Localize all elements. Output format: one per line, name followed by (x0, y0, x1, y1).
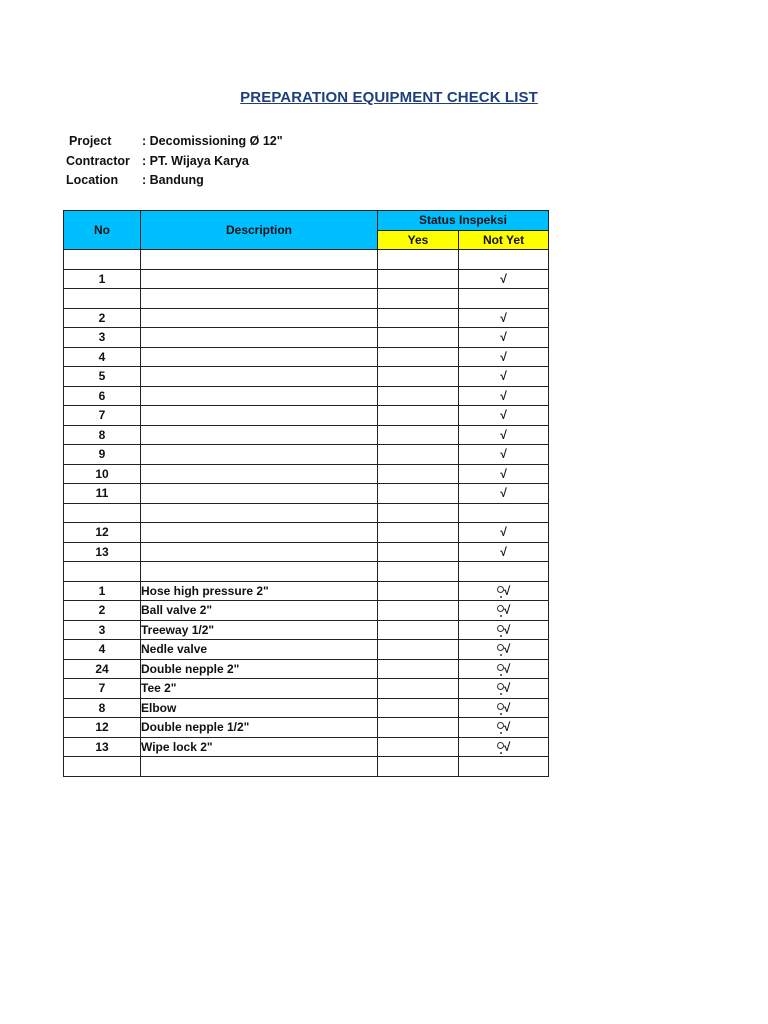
cell-not-yet (459, 406, 549, 426)
check-mark: √ (500, 466, 507, 481)
cell-not-yet (459, 581, 549, 601)
circle-mark-icon (497, 625, 504, 632)
check-mark: √ (503, 583, 511, 598)
cell-no (64, 562, 141, 582)
cell-no: 11 (64, 484, 141, 504)
cell-yes (378, 250, 459, 270)
cell-not-yet (459, 757, 549, 777)
check-mark: √ (503, 603, 511, 618)
cell-no: 12 (64, 718, 141, 738)
cell-not-yet (459, 328, 549, 348)
cell-description: Treeway 1/2" (141, 620, 378, 640)
cell-not-yet (459, 523, 549, 543)
check-mark: √ (500, 310, 507, 325)
table-row (64, 269, 549, 289)
table-row (64, 484, 549, 504)
circle-mark-icon (497, 605, 504, 612)
cell-not-yet (459, 640, 549, 660)
cell-yes (378, 679, 459, 699)
header-not-yet: Not Yet (459, 230, 549, 250)
page-title: PREPARATION EQUIPMENT CHECK LIST (240, 89, 538, 106)
cell-description (141, 367, 378, 387)
cell-yes (378, 503, 459, 523)
cell-yes (378, 562, 459, 582)
check-mark: √ (503, 700, 511, 715)
cell-description: Nedle valve (141, 640, 378, 660)
check-mark: √ (500, 408, 507, 423)
cell-not-yet (459, 445, 549, 465)
cell-description (141, 484, 378, 504)
circle-mark-icon (497, 644, 504, 651)
cell-yes (378, 308, 459, 328)
cell-description (141, 542, 378, 562)
cell-yes (378, 601, 459, 621)
cell-yes (378, 347, 459, 367)
table-row (64, 503, 549, 523)
cell-no: 1 (64, 269, 141, 289)
cell-description (141, 445, 378, 465)
cell-description: Wipe lock 2" (141, 737, 378, 757)
cell-not-yet (459, 601, 549, 621)
header-yes: Yes (378, 230, 459, 250)
cell-description: Ball valve 2" (141, 601, 378, 621)
cell-description (141, 503, 378, 523)
cell-yes (378, 269, 459, 289)
cell-no: 7 (64, 406, 141, 426)
cell-yes (378, 406, 459, 426)
cell-no: 13 (64, 542, 141, 562)
check-mark: √ (500, 427, 507, 442)
check-mark: √ (503, 739, 511, 754)
table-row (64, 250, 549, 270)
cell-yes (378, 328, 459, 348)
cell-yes (378, 581, 459, 601)
header-status-inspeksi: Status Inspeksi (378, 211, 549, 231)
cell-no: 2 (64, 308, 141, 328)
circle-mark-icon (497, 586, 504, 593)
info-value: : Bandung (142, 173, 204, 187)
table-row (64, 659, 549, 679)
cell-no: 8 (64, 698, 141, 718)
info-label: Contractor (66, 153, 130, 168)
circle-mark-icon (497, 664, 504, 671)
cell-no: 9 (64, 445, 141, 465)
cell-no (64, 503, 141, 523)
table-row (64, 581, 549, 601)
cell-yes (378, 445, 459, 465)
cell-description (141, 250, 378, 270)
cell-not-yet (459, 367, 549, 387)
cell-description (141, 289, 378, 309)
cell-yes (378, 542, 459, 562)
cell-description: Double nepple 2" (141, 659, 378, 679)
info-row-location (66, 171, 283, 191)
cell-not-yet (459, 347, 549, 367)
circle-mark-icon (497, 742, 504, 749)
check-mark: √ (500, 486, 507, 501)
check-mark: √ (500, 525, 507, 540)
cell-yes (378, 289, 459, 309)
check-mark: √ (500, 271, 507, 286)
cell-yes (378, 757, 459, 777)
cell-description (141, 269, 378, 289)
cell-yes (378, 698, 459, 718)
cell-no: 3 (64, 328, 141, 348)
table-row (64, 425, 549, 445)
cell-yes (378, 523, 459, 543)
cell-description (141, 386, 378, 406)
cell-yes (378, 367, 459, 387)
check-mark: √ (500, 369, 507, 384)
table-row (64, 698, 549, 718)
cell-yes (378, 718, 459, 738)
cell-not-yet (459, 562, 549, 582)
check-mark: √ (503, 622, 511, 637)
cell-not-yet (459, 503, 549, 523)
table-row (64, 523, 549, 543)
cell-not-yet (459, 289, 549, 309)
check-mark: √ (503, 681, 511, 696)
info-label: Project (69, 134, 112, 148)
table-row (64, 640, 549, 660)
cell-no: 12 (64, 523, 141, 543)
table-row (64, 757, 549, 777)
check-mark: √ (500, 447, 507, 462)
cell-no: 13 (64, 737, 141, 757)
cell-yes (378, 659, 459, 679)
cell-not-yet (459, 269, 549, 289)
cell-description (141, 464, 378, 484)
circle-mark-icon (497, 722, 504, 729)
info-row-contractor (66, 152, 283, 172)
cell-description (141, 406, 378, 426)
cell-yes (378, 737, 459, 757)
circle-mark-icon (497, 683, 504, 690)
cell-no: 24 (64, 659, 141, 679)
cell-description: Elbow (141, 698, 378, 718)
cell-no: 6 (64, 386, 141, 406)
cell-not-yet (459, 386, 549, 406)
cell-not-yet (459, 679, 549, 699)
header-no: No (64, 211, 141, 250)
cell-yes (378, 484, 459, 504)
table-row (64, 328, 549, 348)
cell-not-yet (459, 659, 549, 679)
cell-description (141, 328, 378, 348)
table-row (64, 737, 549, 757)
table-row (64, 464, 549, 484)
info-value: : PT. Wijaya Karya (142, 153, 249, 168)
cell-yes (378, 464, 459, 484)
info-row-project (66, 132, 283, 152)
cell-no: 4 (64, 347, 141, 367)
cell-not-yet (459, 250, 549, 270)
circle-mark-icon (497, 703, 504, 710)
table-row (64, 386, 549, 406)
check-mark: √ (500, 544, 507, 559)
cell-not-yet (459, 542, 549, 562)
check-mark: √ (503, 720, 511, 735)
cell-description: Hose high pressure 2" (141, 581, 378, 601)
cell-not-yet (459, 718, 549, 738)
table-row (64, 542, 549, 562)
cell-not-yet (459, 698, 549, 718)
check-mark: √ (500, 388, 507, 403)
cell-description (141, 757, 378, 777)
cell-yes (378, 620, 459, 640)
table-row (64, 718, 549, 738)
check-mark: √ (503, 661, 511, 676)
table-row (64, 445, 549, 465)
cell-not-yet (459, 737, 549, 757)
cell-not-yet (459, 308, 549, 328)
cell-no: 7 (64, 679, 141, 699)
table-row (64, 620, 549, 640)
table-row (64, 601, 549, 621)
cell-description (141, 347, 378, 367)
info-value: : Decomissioning Ø 12" (142, 134, 283, 148)
cell-no (64, 250, 141, 270)
cell-no: 2 (64, 601, 141, 621)
cell-not-yet (459, 425, 549, 445)
table-row (64, 679, 549, 699)
cell-description: Tee 2" (141, 679, 378, 699)
table-row (64, 406, 549, 426)
cell-not-yet (459, 620, 549, 640)
checklist-table (63, 210, 549, 777)
cell-not-yet (459, 464, 549, 484)
cell-description (141, 562, 378, 582)
cell-yes (378, 640, 459, 660)
table-row (64, 367, 549, 387)
cell-no: 8 (64, 425, 141, 445)
cell-no: 1 (64, 581, 141, 601)
cell-no: 5 (64, 367, 141, 387)
cell-description (141, 425, 378, 445)
table-row (64, 562, 549, 582)
cell-yes (378, 425, 459, 445)
cell-yes (378, 386, 459, 406)
check-mark: √ (500, 330, 507, 345)
table-row (64, 347, 549, 367)
table-row (64, 289, 549, 309)
cell-no: 10 (64, 464, 141, 484)
cell-no (64, 757, 141, 777)
check-mark: √ (503, 642, 511, 657)
cell-no: 4 (64, 640, 141, 660)
header-description: Description (141, 211, 378, 250)
table-row (64, 308, 549, 328)
info-label: Location (66, 173, 119, 187)
cell-no (64, 289, 141, 309)
cell-description (141, 308, 378, 328)
cell-not-yet (459, 484, 549, 504)
cell-description: Double nepple 1/2" (141, 718, 378, 738)
check-mark: √ (500, 349, 507, 364)
cell-description (141, 523, 378, 543)
project-info (66, 132, 283, 191)
cell-no: 3 (64, 620, 141, 640)
